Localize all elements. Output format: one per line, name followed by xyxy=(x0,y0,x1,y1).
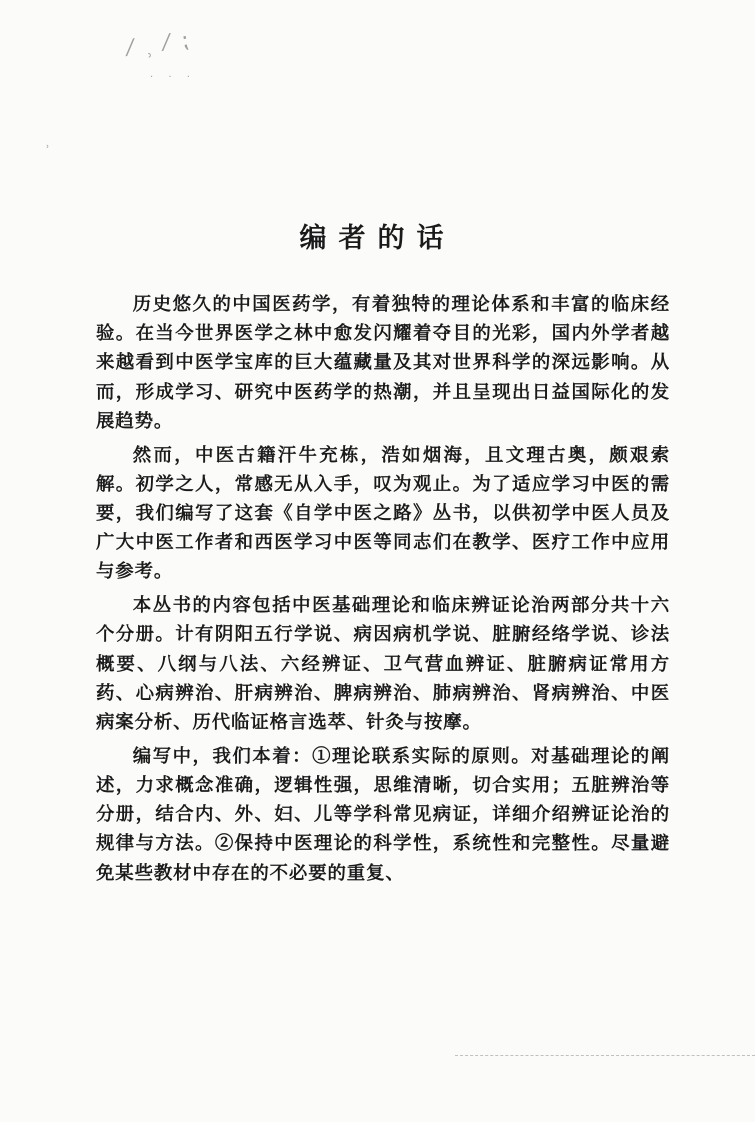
scan-speckle: · · · xyxy=(150,72,196,83)
scan-edge-line xyxy=(455,1055,755,1056)
paragraph: 历史悠久的中国医药学，有着独特的理论体系和丰富的临床经验。在当今世界医学之林中愈发闪耀着夺目的光彩，国内外学者越来越看到中医学宝库的巨大蕴藏量及其对世界科学的深远影响。从而，形成学习、研究中医药学的热潮，并且呈现出日益国际化的发展趋势。 xyxy=(96,294,670,432)
paragraph: 编写中，我们本着：①理论联系实际的原则。对基础理论的阐述，力求概念准确，逻辑性强，思维清晰，切合实用；五脏辨治等分册，结合内、外、妇、儿等学科常见病证，详细介绍辨证论治的规律与方法。②保持中医理论的科学性，系统性和完整性。尽量避免某些教材中存在的不必要的重复、 xyxy=(96,745,670,884)
paragraph: 本丛书的内容包括中医基础理论和临床辨证论治两部分共十六个分册。计有阴阳五行学说、病因病机学说、脏腑经络学说、诊法概要、八纲与八法、六经辨证、卫气营血辨证、脏腑病证常用方药、心病辨治、肝病辨治、脾病辨治、肺病辨治、肾病辨治、中医病案分析、历代临证格言选萃、针灸与按摩。 xyxy=(96,595,670,734)
scan-speckle: ˒ xyxy=(46,140,50,154)
scan-speckle: ⁄ ⸒ ⁄ ⁏ xyxy=(126,27,194,62)
body-text xyxy=(96,290,670,892)
page-title: 编者的话 xyxy=(299,223,456,254)
paragraph: 然而，中医古籍汗牛充栋，浩如烟海，且文理古奥，颇艰索解。初学之人，常感无从入手，叹为观止。为了适应学习中医的需要，我们编写了这套《自学中医之路》丛书，以供初学中医人员及广大中医工作者和西医学习中医等同志们在教学、医疗工作中应用与参考。 xyxy=(96,444,670,583)
